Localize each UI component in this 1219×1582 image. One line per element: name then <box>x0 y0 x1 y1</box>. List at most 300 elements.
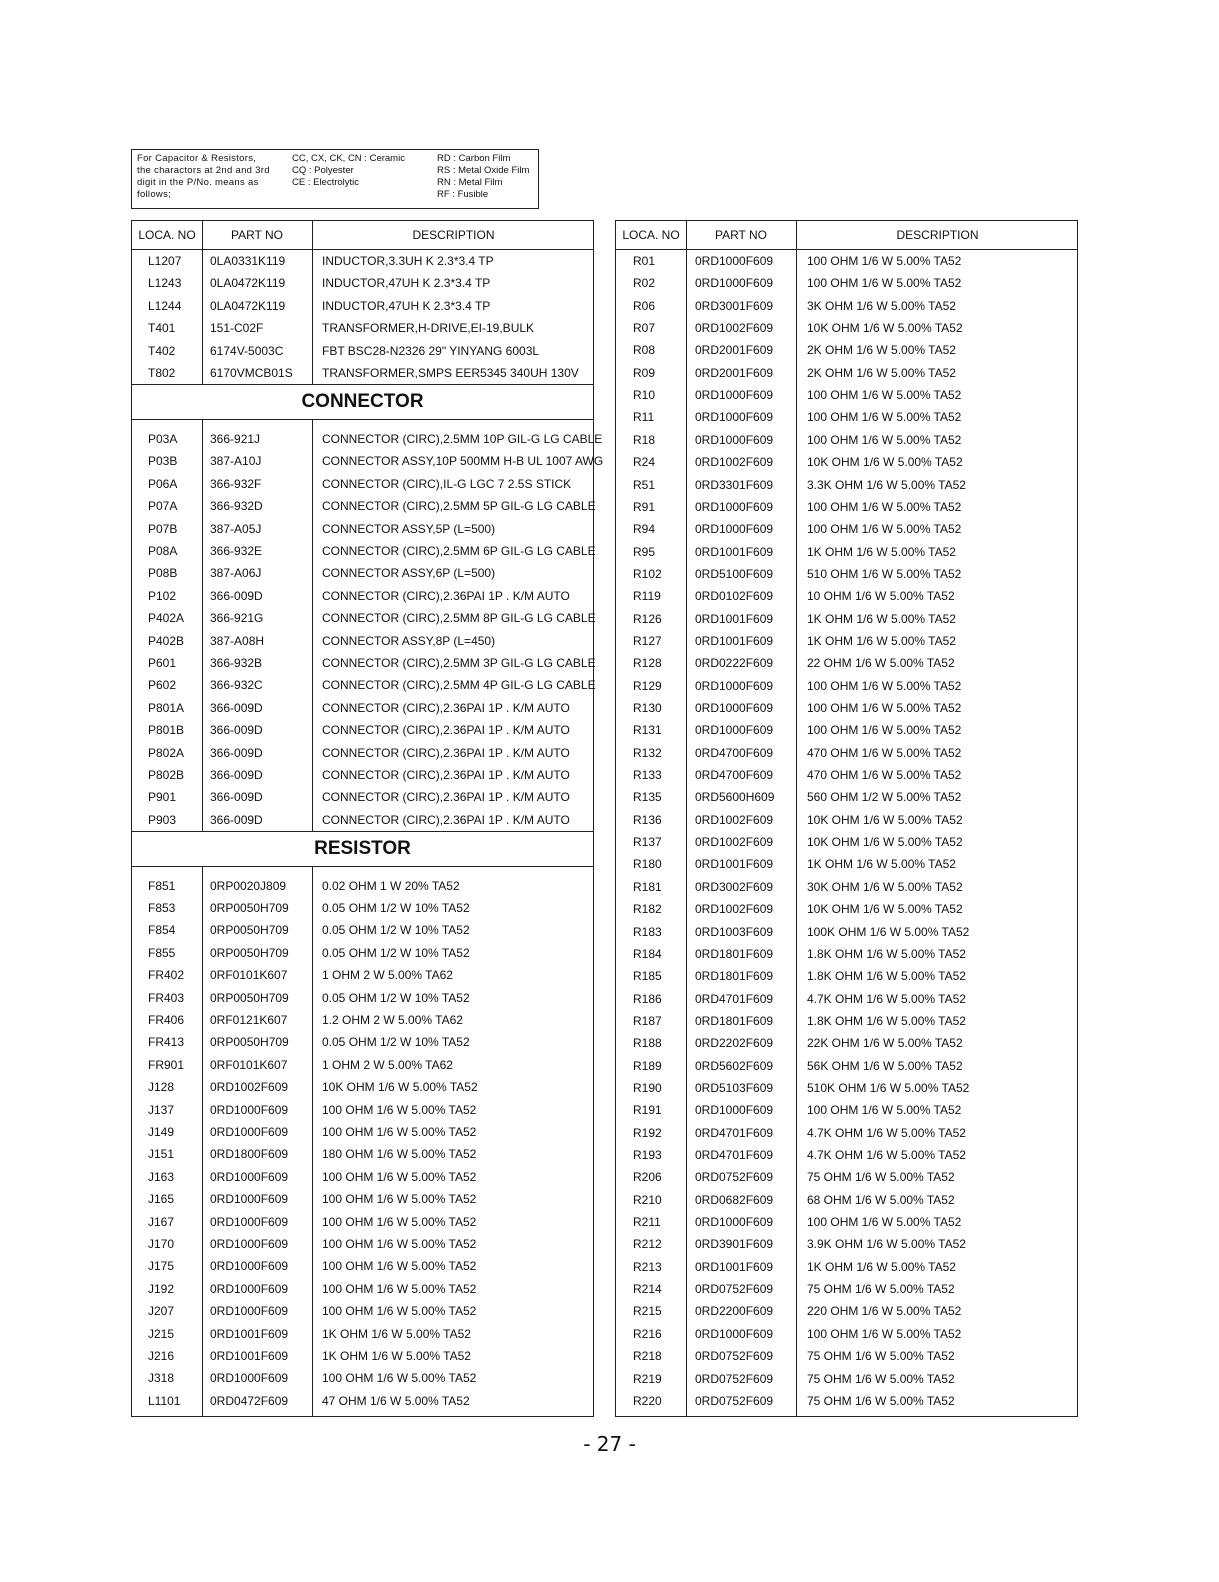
cell-loca-no: P06A <box>148 476 178 491</box>
legend-line: For Capacitor & Resistors, <box>137 153 257 164</box>
cell-loca-no: P801B <box>148 723 185 738</box>
table-row <box>616 1189 1077 1211</box>
cell-part-no: 0RD1000F609 <box>695 1326 774 1341</box>
header-description: DESCRIPTION <box>412 228 495 242</box>
cell-part-no: 0RP0050H709 <box>210 945 289 960</box>
legend-line: the charactors at 2nd and 3rd <box>137 165 270 176</box>
cell-description: 75 OHM 1/6 W 5.00% TA52 <box>807 1282 955 1297</box>
table-row <box>132 652 596 674</box>
table-row <box>132 1233 593 1255</box>
table-row <box>132 1031 593 1053</box>
table-row <box>132 340 593 362</box>
cell-description: FBT BSC28-N2326 29" YINYANG 6003L <box>322 343 540 358</box>
cell-description: CONNECTOR (CIRC),2.5MM 5P GIL-G LG CABLE <box>322 499 596 514</box>
cell-description: 470 OHM 1/6 W 5.00% TA52 <box>807 745 962 760</box>
cell-loca-no: R18 <box>633 432 656 447</box>
cell-description: CONNECTOR (CIRC),2.36PAI 1P . K/M AUTO <box>322 812 570 827</box>
cell-loca-no: R181 <box>633 879 662 894</box>
table-row <box>132 1278 593 1300</box>
cell-part-no: 0RD1001F609 <box>695 544 774 559</box>
cell-loca-no: R119 <box>633 589 661 604</box>
cell-description: 3.3K OHM 1/6 W 5.00% TA52 <box>807 477 966 492</box>
cell-description: 1 OHM 2 W 5.00% TA62 <box>322 1057 453 1072</box>
cell-part-no: 0RD4701F609 <box>695 1125 774 1140</box>
cell-part-no: 366-921J <box>210 431 261 446</box>
table-row <box>616 809 1077 831</box>
cell-description: TRANSFORMER,SMPS EER5345 340UH 130V <box>322 366 579 380</box>
table-row <box>132 1367 593 1389</box>
parts-table-left <box>131 220 604 1417</box>
cell-description: 68 OHM 1/6 W 5.00% TA52 <box>807 1192 955 1207</box>
cell-description: CONNECTOR (CIRC),2.36PAI 1P . K/M AUTO <box>322 767 570 782</box>
section-title-resistor: RESISTOR <box>132 831 593 867</box>
cell-part-no: 0RD1000F609 <box>210 1237 289 1251</box>
table-header <box>616 221 1077 250</box>
cell-part-no: 0RD1000F609 <box>210 1259 289 1274</box>
cell-description: 0.05 OHM 1/2 W 10% TA52 <box>322 1035 470 1050</box>
cell-part-no: 0RD5100F609 <box>695 566 774 581</box>
table-row <box>616 362 1077 384</box>
cell-description: 75 OHM 1/6 W 5.00% TA52 <box>807 1349 955 1364</box>
cell-loca-no: L1244 <box>148 298 182 313</box>
cell-description: 1.2 OHM 2 W 5.00% TA62 <box>322 1013 463 1027</box>
cell-part-no: 0RF0121K607 <box>210 1013 288 1027</box>
cell-description: 47 OHM 1/6 W 5.00% TA52 <box>322 1393 470 1408</box>
cell-description: CONNECTOR (CIRC),IL-G LGC 7 2.5S STICK <box>322 476 572 491</box>
cell-part-no: 0RD5602F609 <box>695 1058 774 1073</box>
cell-loca-no: J318 <box>148 1371 175 1386</box>
cell-loca-no: R193 <box>633 1148 662 1162</box>
cell-description: 100 OHM 1/6 W 5.00% TA52 <box>807 701 962 715</box>
table-row <box>616 1300 1077 1322</box>
cell-description: 2K OHM 1/6 W 5.00% TA52 <box>807 365 956 380</box>
cell-description: 10K OHM 1/6 W 5.00% TA52 <box>807 321 963 336</box>
cell-loca-no: R07 <box>633 321 656 336</box>
table-row <box>616 295 1077 317</box>
cell-description: 100 OHM 1/6 W 5.00% TA52 <box>322 1304 477 1319</box>
cell-loca-no: J128 <box>148 1080 175 1095</box>
page-number: - 27 - <box>583 1432 636 1456</box>
cell-loca-no: P08B <box>148 566 178 581</box>
cell-description: 75 OHM 1/6 W 5.00% TA52 <box>807 1393 955 1408</box>
table-row <box>132 540 596 562</box>
cell-loca-no: R189 <box>633 1058 662 1073</box>
cell-part-no: 0RD1000F609 <box>695 1215 774 1230</box>
cell-part-no: 0RD0222F609 <box>695 656 774 671</box>
cell-description: 10K OHM 1/6 W 5.00% TA52 <box>807 835 963 850</box>
cell-loca-no: R216 <box>633 1326 662 1341</box>
table-row <box>616 1211 1077 1233</box>
cell-part-no: 0RD0752F609 <box>695 1170 774 1185</box>
cell-part-no: 0RD0472F609 <box>210 1393 289 1408</box>
cell-loca-no: J165 <box>148 1192 175 1207</box>
cell-loca-no: T401 <box>148 321 176 336</box>
cell-loca-no: R137 <box>633 835 662 850</box>
cell-part-no: 0RD1001F609 <box>210 1349 289 1363</box>
legend-line: CQ : Polyester <box>292 165 354 176</box>
cell-loca-no: R214 <box>633 1282 662 1297</box>
cell-loca-no: R128 <box>633 656 662 671</box>
cell-part-no: 0RD4701F609 <box>695 1148 774 1162</box>
cell-description: 1K OHM 1/6 W 5.00% TA52 <box>807 611 956 626</box>
cell-description: 0.05 OHM 1/2 W 10% TA52 <box>322 901 470 915</box>
cell-loca-no: J137 <box>148 1102 175 1117</box>
cell-description: CONNECTOR ASSY,6P (L=500) <box>322 566 496 581</box>
table-row <box>132 495 596 517</box>
cell-loca-no: J167 <box>148 1214 175 1229</box>
table-row <box>616 1345 1077 1367</box>
table-row <box>616 1144 1077 1166</box>
cell-loca-no: R132 <box>633 745 662 760</box>
section-title-connector: CONNECTOR <box>132 384 593 420</box>
cell-description: 100 OHM 1/6 W 5.00% TA52 <box>807 432 962 447</box>
cell-part-no: 0RD1000F609 <box>695 723 774 738</box>
cell-part-no: 0RD1000F609 <box>695 701 774 715</box>
table-row <box>132 473 593 495</box>
cell-description: 10 OHM 1/6 W 5.00% TA52 <box>807 589 955 604</box>
table-row <box>616 943 1077 965</box>
cell-part-no: 366-932D <box>210 499 263 514</box>
table-row <box>616 541 1077 563</box>
cell-part-no: 0RD5600H609 <box>695 790 775 805</box>
table-row <box>616 585 1077 607</box>
cell-loca-no: R212 <box>633 1237 662 1252</box>
cell-loca-no: R10 <box>633 388 656 403</box>
cell-loca-no: R183 <box>633 924 662 939</box>
cell-loca-no: P802B <box>148 767 185 782</box>
cell-loca-no: R130 <box>633 701 662 715</box>
cell-part-no: 0RD1002F609 <box>695 835 774 850</box>
cell-loca-no: R24 <box>633 455 656 470</box>
legend-line: RD : Carbon Film <box>437 153 511 164</box>
cell-part-no: 0RD3301F609 <box>695 477 774 492</box>
table-row <box>616 1055 1077 1077</box>
cell-description: 10K OHM 1/6 W 5.00% TA52 <box>807 812 963 827</box>
cell-part-no: 0RD2202F609 <box>695 1036 774 1051</box>
cell-loca-no: R206 <box>633 1170 662 1185</box>
cell-part-no: 0RP0050H709 <box>210 923 289 938</box>
cell-part-no: 0RD1000F609 <box>210 1169 289 1184</box>
table-row <box>132 674 596 696</box>
table-row <box>132 317 593 339</box>
table-row <box>132 1323 593 1345</box>
table-row <box>616 742 1077 764</box>
cell-description: 100 OHM 1/6 W 5.00% TA52 <box>807 499 962 514</box>
cell-loca-no: R185 <box>633 969 662 984</box>
legend-line: RN : Metal Film <box>437 177 503 188</box>
cell-loca-no: R215 <box>633 1304 662 1319</box>
table-row <box>132 518 593 540</box>
legend-line: CE : Electrolytic <box>292 177 360 188</box>
cell-loca-no: R182 <box>633 902 662 917</box>
cell-loca-no: FR403 <box>148 990 185 1005</box>
table-row <box>616 1256 1077 1278</box>
cell-part-no: 0RD1002F609 <box>210 1080 289 1095</box>
table-row <box>616 563 1077 585</box>
table-row <box>132 1009 593 1031</box>
table-row <box>616 876 1077 898</box>
cell-description: 0.05 OHM 1/2 W 10% TA52 <box>322 923 470 938</box>
cell-description: 1 OHM 2 W 5.00% TA62 <box>322 968 453 983</box>
table-row <box>132 450 604 472</box>
cell-description: 100 OHM 1/6 W 5.00% TA52 <box>322 1214 477 1229</box>
cell-part-no: 0RD1000F609 <box>210 1125 289 1139</box>
table-row <box>616 1233 1077 1255</box>
cell-part-no: 0RD1001F609 <box>695 611 774 626</box>
cell-part-no: 0RD1002F609 <box>695 321 774 336</box>
table-row <box>616 697 1077 719</box>
cell-description: 3K OHM 1/6 W 5.00% TA52 <box>807 298 956 313</box>
cell-part-no: 0RD1002F609 <box>695 902 774 917</box>
cell-loca-no: R91 <box>633 499 656 514</box>
cell-description: 0.02 OHM 1 W 20% TA52 <box>322 878 460 893</box>
table-row <box>616 250 1077 272</box>
cell-description: 4.7K OHM 1/6 W 5.00% TA52 <box>807 991 966 1006</box>
table-row <box>616 764 1077 786</box>
cell-part-no: 366-932E <box>210 543 263 558</box>
cell-description: 56K OHM 1/6 W 5.00% TA52 <box>807 1058 963 1073</box>
cell-part-no: 0RD5103F609 <box>695 1080 774 1095</box>
table-header <box>132 221 593 250</box>
cell-loca-no: R210 <box>633 1192 662 1207</box>
cell-loca-no: P601 <box>148 655 177 670</box>
cell-part-no: 0RD1801F609 <box>695 946 774 961</box>
table-row <box>132 630 593 652</box>
cell-loca-no: P08A <box>148 543 178 558</box>
table-row <box>616 272 1077 294</box>
table-row <box>616 451 1077 473</box>
cell-description: 100 OHM 1/6 W 5.00% TA52 <box>322 1125 477 1139</box>
cell-description: CONNECTOR (CIRC),2.36PAI 1P . K/M AUTO <box>322 588 570 603</box>
table-row <box>616 406 1077 428</box>
cell-description: 1K OHM 1/6 W 5.00% TA52 <box>322 1326 471 1341</box>
cell-description: 0.05 OHM 1/2 W 10% TA52 <box>322 990 470 1005</box>
cell-loca-no: R102 <box>633 566 662 581</box>
cell-loca-no: R191 <box>633 1103 662 1118</box>
table-row <box>616 1122 1077 1144</box>
legend-line: CC, CX, CK, CN : Ceramic <box>292 153 405 164</box>
header-part-no: PART NO <box>714 228 767 242</box>
cell-description: 100 OHM 1/6 W 5.00% TA52 <box>807 254 962 268</box>
cell-part-no: 0RD1000F609 <box>695 1103 774 1118</box>
table-row <box>132 428 603 450</box>
table-row <box>132 250 593 272</box>
cell-loca-no: R131 <box>633 723 662 738</box>
cell-description: 3.9K OHM 1/6 W 5.00% TA52 <box>807 1237 966 1252</box>
cell-loca-no: R06 <box>633 298 656 313</box>
cell-description: CONNECTOR (CIRC),2.5MM 4P GIL-G LG CABLE <box>322 678 596 693</box>
cell-loca-no: P07B <box>148 521 178 536</box>
cell-description: 100 OHM 1/6 W 5.00% TA52 <box>322 1102 477 1117</box>
cell-loca-no: R01 <box>633 254 656 268</box>
table-row <box>616 719 1077 741</box>
cell-loca-no: R51 <box>633 477 656 492</box>
table-row <box>616 608 1077 630</box>
cell-part-no: 387-A08H <box>210 633 265 648</box>
cell-description: 0.05 OHM 1/2 W 10% TA52 <box>322 945 470 960</box>
cell-part-no: 366-009D <box>210 745 263 760</box>
legend-col-intro <box>137 153 282 201</box>
legend-line: RS : Metal Oxide Film <box>437 165 530 176</box>
cell-part-no: 0RD1000F609 <box>210 1214 289 1229</box>
cell-part-no: 366-932F <box>210 476 262 491</box>
cell-loca-no: R09 <box>633 365 656 380</box>
cell-part-no: 0RP0050H709 <box>210 990 289 1005</box>
legend-col-capacitors <box>292 153 432 189</box>
table-row <box>132 897 593 919</box>
cell-loca-no: R95 <box>633 544 656 559</box>
cell-part-no: 0LA0472K119 <box>210 298 286 313</box>
cell-loca-no: R94 <box>633 522 656 537</box>
cell-loca-no: R135 <box>633 790 662 805</box>
cell-loca-no: F855 <box>148 945 176 960</box>
table-row <box>132 942 593 964</box>
cell-loca-no: L1207 <box>148 254 182 268</box>
cell-loca-no: R129 <box>633 678 662 693</box>
cell-description: 100 OHM 1/6 W 5.00% TA52 <box>322 1237 477 1251</box>
table-row <box>616 988 1077 1010</box>
cell-loca-no: R186 <box>633 991 662 1006</box>
cell-part-no: 366-009D <box>210 767 263 782</box>
table-row <box>616 1099 1077 1121</box>
cell-loca-no: J163 <box>148 1169 175 1184</box>
cell-description: INDUCTOR,3.3UH K 2.3*3.4 TP <box>322 254 494 268</box>
cell-part-no: 0RD1000F609 <box>210 1281 289 1296</box>
cell-description: 1K OHM 1/6 W 5.00% TA52 <box>807 544 956 559</box>
cell-loca-no: F854 <box>148 923 176 938</box>
cell-description: 22K OHM 1/6 W 5.00% TA52 <box>807 1036 963 1051</box>
table-row <box>616 1077 1077 1099</box>
cell-part-no: 0RD2001F609 <box>695 343 774 358</box>
table-row <box>616 853 1077 875</box>
cell-description: 1.8K OHM 1/6 W 5.00% TA52 <box>807 946 966 961</box>
cell-description: 100 OHM 1/6 W 5.00% TA52 <box>807 276 962 291</box>
cell-part-no: 0RD1000F609 <box>695 678 774 693</box>
table-row <box>616 630 1077 652</box>
table-row <box>132 1345 593 1367</box>
table-row <box>616 384 1077 406</box>
cell-loca-no: R127 <box>633 633 662 648</box>
cell-description: 4.7K OHM 1/6 W 5.00% TA52 <box>807 1148 966 1162</box>
table-row <box>132 607 596 629</box>
table-row <box>616 1390 1077 1412</box>
cell-loca-no: R02 <box>633 276 656 291</box>
cell-part-no: 366-921G <box>210 611 264 626</box>
cell-description: 100 OHM 1/6 W 5.00% TA52 <box>807 410 962 425</box>
cell-description: TRANSFORMER,H-DRIVE,EI-19,BULK <box>322 321 535 336</box>
cell-description: 10K OHM 1/6 W 5.00% TA52 <box>322 1080 478 1095</box>
cell-part-no: 0RD1000F609 <box>210 1192 289 1207</box>
cell-part-no: 0RD2001F609 <box>695 365 774 380</box>
cell-loca-no: R219 <box>633 1371 662 1386</box>
cell-description: CONNECTOR (CIRC),2.5MM 6P GIL-G LG CABLE <box>322 543 596 558</box>
cell-part-no: 0RD0682F609 <box>695 1192 774 1207</box>
table-row <box>616 317 1077 339</box>
cell-part-no: 0RD1000F609 <box>695 432 774 447</box>
cell-description: 100 OHM 1/6 W 5.00% TA52 <box>807 678 962 693</box>
cell-part-no: 0RD1002F609 <box>695 455 774 470</box>
cell-description: 10K OHM 1/6 W 5.00% TA52 <box>807 902 963 917</box>
cell-description: 75 OHM 1/6 W 5.00% TA52 <box>807 1170 955 1185</box>
cell-loca-no: J149 <box>148 1125 175 1139</box>
table-row <box>616 675 1077 697</box>
table-row <box>132 1390 593 1412</box>
cell-description: 100 OHM 1/6 W 5.00% TA52 <box>322 1192 477 1207</box>
cell-part-no: 6174V-5003C <box>210 343 284 358</box>
table-row <box>132 1076 593 1098</box>
cell-loca-no: R188 <box>633 1036 662 1051</box>
table-row <box>132 786 593 808</box>
table-row <box>616 921 1077 943</box>
cell-loca-no: P402A <box>148 611 185 626</box>
cell-loca-no: L1101 <box>148 1393 181 1408</box>
cell-part-no: 151-C02F <box>210 321 264 336</box>
table-row <box>132 697 593 719</box>
cell-part-no: 0RD3901F609 <box>695 1237 774 1252</box>
cell-description: 100 OHM 1/6 W 5.00% TA52 <box>322 1169 477 1184</box>
cell-part-no: 0RD1800F609 <box>210 1147 289 1162</box>
cell-description: 4.7K OHM 1/6 W 5.00% TA52 <box>807 1125 966 1140</box>
table-row <box>132 875 593 897</box>
table-row <box>132 1300 593 1322</box>
cell-loca-no: R184 <box>633 946 662 961</box>
cell-part-no: 0RD1003F609 <box>695 924 774 939</box>
cell-loca-no: R187 <box>633 1013 662 1028</box>
cell-description: 100 OHM 1/6 W 5.00% TA52 <box>322 1259 477 1274</box>
table-row <box>616 831 1077 853</box>
cell-part-no: 0RD3002F609 <box>695 879 774 894</box>
table-row <box>616 474 1077 496</box>
cell-part-no: 6170VMCB01S <box>210 366 293 380</box>
cell-loca-no: J216 <box>148 1349 175 1363</box>
cell-loca-no: R126 <box>633 611 662 626</box>
cell-loca-no: P102 <box>148 588 177 603</box>
cell-description: 1.8K OHM 1/6 W 5.00% TA52 <box>807 1013 966 1028</box>
cell-description: CONNECTOR ASSY,8P (L=450) <box>322 633 496 648</box>
table-row <box>616 965 1077 987</box>
cell-description: 220 OHM 1/6 W 5.00% TA52 <box>807 1304 962 1319</box>
cell-loca-no: F853 <box>148 901 176 915</box>
cell-part-no: 0RD1000F609 <box>695 276 774 291</box>
cell-part-no: 0RD4700F609 <box>695 768 774 783</box>
table-row <box>132 1143 593 1165</box>
legend-line: digit in the P/No. means as <box>137 177 259 188</box>
cell-description: 100 OHM 1/6 W 5.00% TA52 <box>807 522 962 537</box>
cell-description: 100 OHM 1/6 W 5.00% TA52 <box>807 1103 962 1118</box>
cell-description: 180 OHM 1/6 W 5.00% TA52 <box>322 1147 477 1162</box>
table-row <box>132 272 593 294</box>
cell-loca-no: P402B <box>148 633 185 648</box>
cell-part-no: 0RP0020J809 <box>210 878 287 893</box>
cell-description: INDUCTOR,47UH K 2.3*3.4 TP <box>322 298 491 313</box>
table-row <box>132 919 593 941</box>
cell-description: 2K OHM 1/6 W 5.00% TA52 <box>807 343 956 358</box>
cell-description: CONNECTOR ASSY,5P (L=500) <box>322 521 496 536</box>
cell-part-no: 366-009D <box>210 723 263 738</box>
table-row <box>132 1211 593 1233</box>
table-row <box>616 1323 1077 1345</box>
cell-loca-no: FR406 <box>148 1013 185 1027</box>
cell-description: CONNECTOR (CIRC),2.36PAI 1P . K/M AUTO <box>322 700 570 715</box>
table-row <box>616 1032 1077 1054</box>
table-row <box>616 786 1077 808</box>
cell-description: 100 OHM 1/6 W 5.00% TA52 <box>807 1326 962 1341</box>
cell-part-no: 0RD1000F609 <box>210 1371 289 1386</box>
cell-description: 1K OHM 1/6 W 5.00% TA52 <box>807 857 956 872</box>
table-row <box>132 719 593 741</box>
table-row <box>616 429 1077 451</box>
table-row <box>132 1166 593 1188</box>
